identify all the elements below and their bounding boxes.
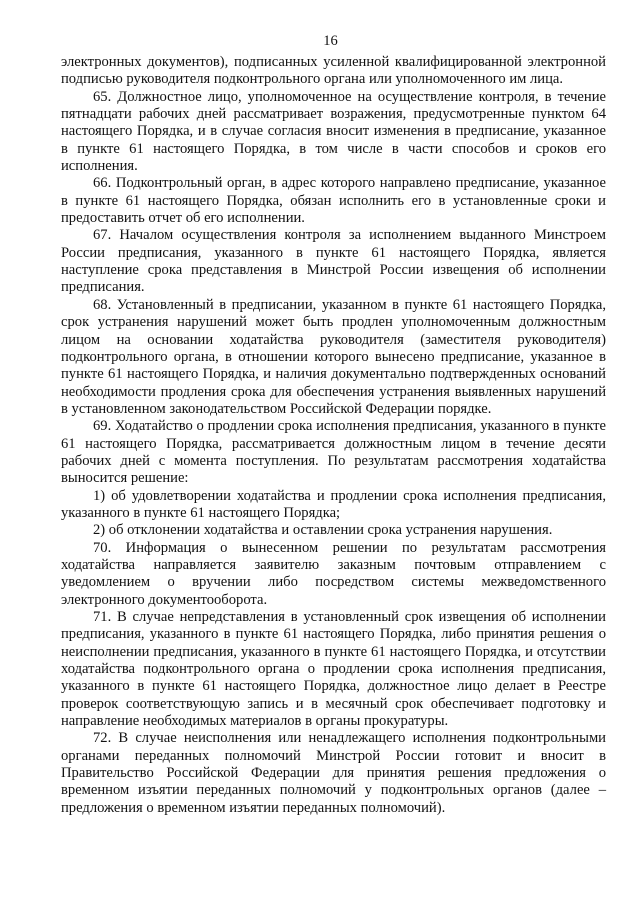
paragraph-69-item-2: 2) об отклонении ходатайства и оставлении срока устранения нарушения. — [93, 522, 553, 539]
paragraph-69-item-1: 1) об удовлетворении ходатайства и продлении срока исполнения предписания, указанного в пункте 61 настоящего Порядка; — [61, 487, 606, 521]
paragraph-66: 66. Подконтрольный орган, в адрес которого направлено предписание, указанное в пункте 61 настоящего Порядка, обязан исполнить его в установленные сроки и предоставить отчет об его исполнении. — [61, 175, 606, 227]
paragraph-71: 71. В случае непредставления в установленный срок извещения об исполнении предписания, указанного в пункте 61 настоящего Порядка, либо принятия решения о неисполнении предписания, указанного в пункте 61 настоящего Порядка, и отсутствии ходатайства подконтрольного органа о продлении срока исполнения предписания, указанного в пункте 61 настоящего Порядка, должностное лицо делает в Реестре проверок соответствующую запись и в месячный срок обеспечивает подготовку и направление необходимых материалов в органы прокуратуры. — [61, 609, 606, 730]
paragraph-69: 69. Ходатайство о продлении срока исполнения предписания, указанного в пункте 61 настоящего Порядка, рассматривается должностным лицом в течение десяти рабочих дней с момента поступления. По результатам рассмотрения ходатайства выносится решение: — [61, 418, 606, 487]
paragraph-68: 68. Установленный в предписании, указанном в пункте 61 настоящего Порядка, срок устранения нарушений может быть продлен уполномоченным должностным лицом на основании ходатайства руководителя (заместителя руководителя) подконтрольного органа, в отношении которого вынесено предписание, указанное в пункте 61 настоящего Порядка, и наличия документально подтвержденных оснований необходимости продления срока для обеспечения устранения выявленных нарушений в установленном законодательством Российской Федерации порядке. — [61, 296, 606, 417]
document-body — [61, 54, 606, 817]
paragraph-continuation: электронных документов), подписанных усиленной квалифицированной электронной подписью руководителя подконтрольного органа или уполномоченного им лица. — [61, 54, 606, 88]
paragraph-70: 70. Информация о вынесенном решении по результатам рассмотрения ходатайства направляется заявителю заказным почтовым отправлением с уведомлением о вручении либо посредством системы межведомственного электронного документооборота. — [61, 539, 606, 608]
paragraph-65: 65. Должностное лицо, уполномоченное на осуществление контроля, в течение пятнадцати рабочих дней рассматривает возражения, предусмотренные пунктом 64 настоящего Порядка, и в случае согласия вносит изменения в предписание, указанное в пункте 61 настоящего Порядка, в том числе в части способов и сроков его исполнения. — [61, 88, 606, 175]
paragraph-67: 67. Началом осуществления контроля за исполнением выданного Минстроем России предписания, указанного в пункте 61 настоящего Порядка, является наступление срока представления в Минстрой России извещения об исполнении предписания. — [61, 227, 606, 296]
page-number: 16 — [323, 33, 338, 49]
paragraph-72: 72. В случае неисполнения или ненадлежащего исполнения подконтрольными органами переданных полномочий Минстрой России готовит и вносит в Правительство Российской Федерации для принятия решения предложения о временном изъятии переданных полномочий у подконтрольных органов (далее – предложения о временном изъятии переданных полномочий). — [61, 730, 606, 816]
